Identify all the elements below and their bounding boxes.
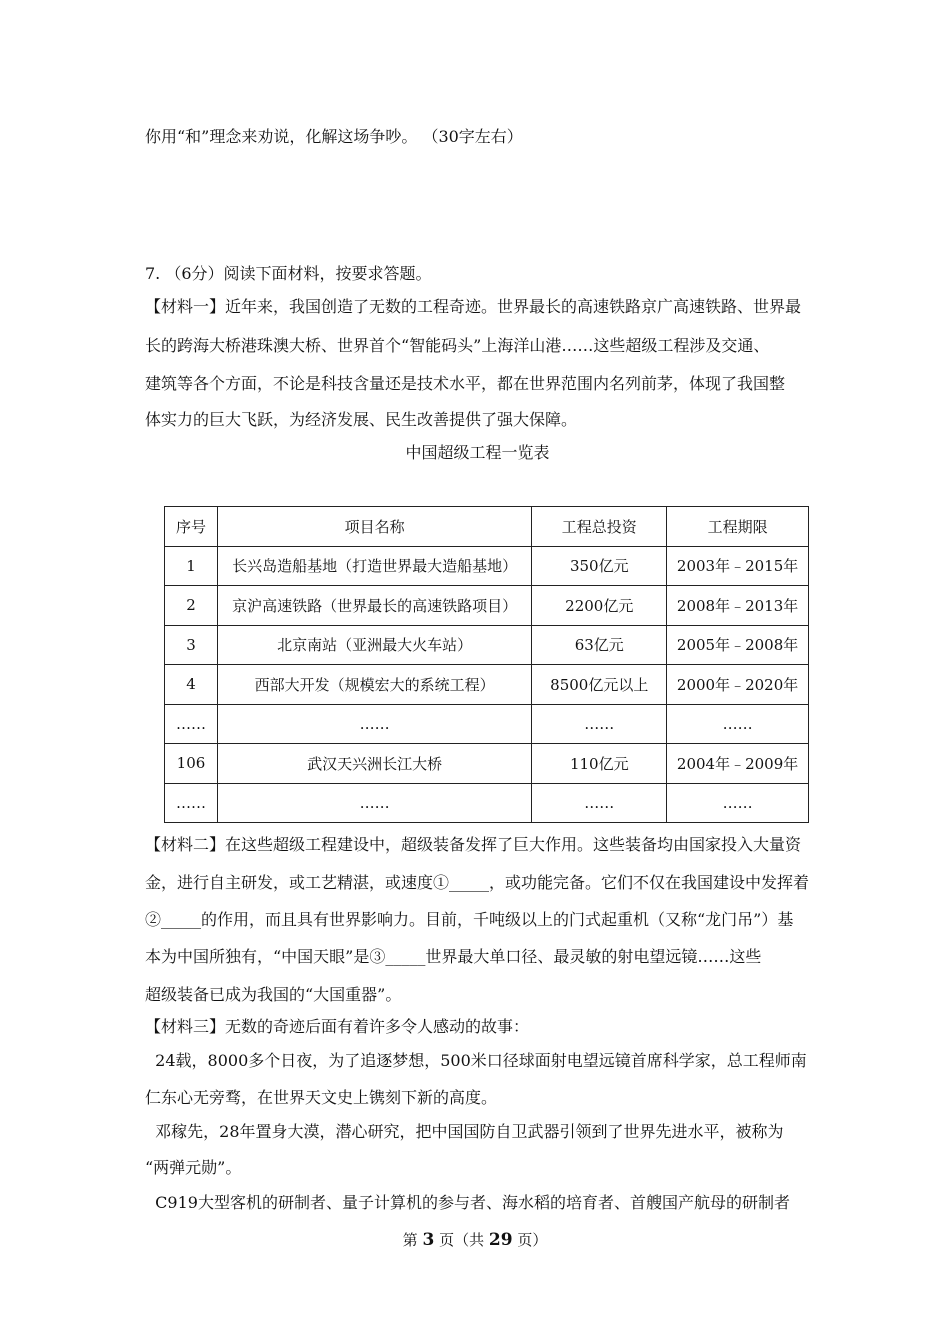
table-cell: 110亿元 xyxy=(532,744,667,784)
table-cell: …… xyxy=(165,783,218,823)
header-cell: 工程期限 xyxy=(667,507,809,547)
table-cell: 北京南站（亚洲最大火车站） xyxy=(217,625,531,665)
table-cell: 106 xyxy=(165,744,218,784)
header-cell: 项目名称 xyxy=(217,507,531,547)
table-cell: 长兴岛造船基地（打造世界最大造船基地） xyxy=(217,546,531,586)
table-cell: 1 xyxy=(165,546,218,586)
table-cell: 2200亿元 xyxy=(532,586,667,626)
material1-line: 长的跨海大桥港珠澳大桥、世界首个“智能码头”上海洋山港……这些超级工程涉及交通、 xyxy=(145,336,770,355)
material2-line: 超级装备已成为我国的“大国重器”。 xyxy=(145,985,402,1004)
table-cell: …… xyxy=(667,704,809,744)
material3-line: 24载，8000多个日夜，为了追逐梦想，500米口径球面射电望远镜首席科学家，总工程师南 xyxy=(145,1051,807,1070)
table-cell: 4 xyxy=(165,665,218,705)
table-cell: 2005年﹣2008年 xyxy=(667,625,809,665)
table-cell: 3 xyxy=(165,625,218,665)
material1-line: 【材料一】近年来，我国创造了无数的工程奇迹。世界最长的高速铁路京广高速铁路、世界最 xyxy=(145,297,802,316)
table-cell: …… xyxy=(217,704,531,744)
material1-line: 体实力的巨大飞跃，为经济发展、民生改善提供了强大保障。 xyxy=(145,410,578,429)
footer-suffix: 页） xyxy=(517,1231,548,1249)
material2-line: 本为中国所独有，“中国天眼”是③_____世界最大单口径、最灵敏的射电望远镜……这些 xyxy=(145,947,762,966)
table-cell: 武汉天兴洲长江大桥 xyxy=(217,744,531,784)
table-row xyxy=(165,783,809,823)
table-row xyxy=(165,546,809,586)
header-cell: 序号 xyxy=(165,507,218,547)
table-cell: 2000年﹣2020年 xyxy=(667,665,809,705)
table-cell: 2008年﹣2013年 xyxy=(667,586,809,626)
table-row xyxy=(165,665,809,705)
table-cell: …… xyxy=(667,783,809,823)
table-cell: 2004年﹣2009年 xyxy=(667,744,809,784)
material3-line: C919大型客机的研制者、量子计算机的参与者、海水稻的培育者、首艘国产航母的研制者 xyxy=(145,1193,790,1212)
material1-line: 建筑等各个方面，不论是科技含量还是技术水平，都在世界范围内名列前茅，体现了我国整 xyxy=(145,374,786,393)
table-row xyxy=(165,704,809,744)
projects-table xyxy=(164,506,809,823)
page-footer xyxy=(0,1229,950,1250)
material3-line: 邓稼先，28年置身大漠，潜心研究，把中国国防自卫武器引领到了世界先进水平，被称为 xyxy=(145,1122,784,1141)
table-cell: …… xyxy=(532,783,667,823)
footer-middle: 页（共 xyxy=(439,1231,485,1249)
table-cell: 63亿元 xyxy=(532,625,667,665)
table-cell: 8500亿元以上 xyxy=(532,665,667,705)
material3-line: 仁东心无旁骛，在世界天文史上镌刻下新的高度。 xyxy=(145,1088,498,1107)
table-title: 中国超级工程一览表 xyxy=(405,443,550,462)
table-row xyxy=(165,625,809,665)
material2-line: 金，进行自主研发，或工艺精湛，或速度①_____，或功能完备。它们不仅在我国建设中发挥着 xyxy=(145,873,810,892)
table-cell: …… xyxy=(217,783,531,823)
table-cell: 350亿元 xyxy=(532,546,667,586)
header-cell: 工程总投资 xyxy=(532,507,667,547)
table-row xyxy=(165,586,809,626)
table-header-row xyxy=(165,507,809,547)
material3-line: 【材料三】无数的奇迹后面有着许多令人感动的故事： xyxy=(145,1017,530,1036)
table-cell: …… xyxy=(165,704,218,744)
table-cell: …… xyxy=(532,704,667,744)
table-cell: 京沪高速铁路（世界最长的高速铁路项目） xyxy=(217,586,531,626)
page-number: 3 xyxy=(422,1230,435,1250)
material2-line: ②_____的作用，而且具有世界影响力。目前，千吨级以上的门式起重机（又称“龙门吊”）基 xyxy=(145,910,794,929)
top-line: 你用“和”理念来劝说，化解这场争吵。 （30字左右） xyxy=(145,127,523,146)
table-row xyxy=(165,744,809,784)
question-7-stem: 7. （6分）阅读下面材料，按要求答题。 xyxy=(145,264,432,283)
material2-line: 【材料二】在这些超级工程建设中，超级装备发挥了巨大作用。这些装备均由国家投入大量资 xyxy=(145,835,802,854)
table-cell: 2 xyxy=(165,586,218,626)
total-pages: 29 xyxy=(488,1230,513,1250)
table-cell: 2003年﹣2015年 xyxy=(667,546,809,586)
material3-line: “两弹元勋”。 xyxy=(145,1158,242,1177)
table-cell: 西部大开发（规模宏大的系统工程） xyxy=(217,665,531,705)
footer-prefix: 第 xyxy=(402,1231,418,1249)
